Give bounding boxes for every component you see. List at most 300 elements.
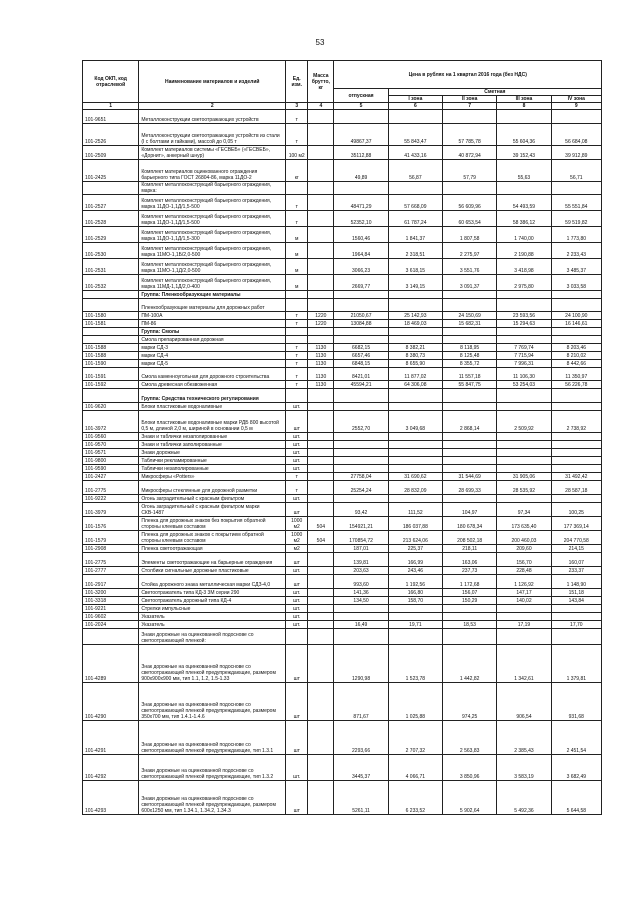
page-number: 53 bbox=[315, 38, 325, 47]
code-cell: 101-1588 bbox=[83, 344, 139, 352]
name-cell: Группа: Средства технического регулирования bbox=[139, 389, 286, 403]
otp-price-cell: 154921,21 bbox=[334, 517, 388, 531]
name-cell: Знак дорожные на оцинкованной подоснове со светоотражающей пленкой предупреждающие, размером 900х900х900 мм, тип 1.1, 1.2, 1.5-1.33 bbox=[139, 645, 286, 683]
zone-3-price-cell: 156,70 bbox=[497, 553, 551, 567]
otp-price-cell bbox=[334, 299, 388, 312]
unit-cell: м bbox=[286, 243, 308, 259]
zone-2-price-cell bbox=[443, 441, 497, 449]
zone-4-price-cell bbox=[551, 613, 601, 621]
code-cell: 101-9570 bbox=[83, 441, 139, 449]
table-row bbox=[83, 567, 602, 575]
price-table bbox=[82, 60, 602, 815]
code-cell: 101-4291 bbox=[83, 721, 139, 755]
mass-cell bbox=[308, 299, 334, 312]
table-row bbox=[83, 433, 602, 441]
code-cell: 101-9651 bbox=[83, 110, 139, 124]
code-cell: 101-9571 bbox=[83, 449, 139, 457]
otp-price-cell: 3445,37 bbox=[334, 755, 388, 781]
unit-cell bbox=[286, 336, 308, 344]
column-number: 6 bbox=[388, 103, 442, 110]
zone-3-price-cell bbox=[497, 403, 551, 411]
column-number: 3 bbox=[286, 103, 308, 110]
zone-2-price-cell bbox=[443, 605, 497, 613]
mass-cell: 1130 bbox=[308, 360, 334, 368]
unit-cell bbox=[286, 299, 308, 312]
table-row bbox=[83, 344, 602, 352]
zone-3-price-cell bbox=[497, 449, 551, 457]
unit-cell: м bbox=[286, 259, 308, 275]
zone-4-price-cell bbox=[551, 291, 601, 299]
zone-4-price-cell: 56 684,08 bbox=[551, 124, 601, 146]
zone-4-price-cell: 28 587,18 bbox=[551, 481, 601, 495]
otp-price-cell: 35112,88 bbox=[334, 146, 388, 160]
zone-2-price-cell: 1 807,58 bbox=[443, 227, 497, 243]
zone-1-price-cell bbox=[388, 291, 442, 299]
code-cell bbox=[83, 336, 139, 344]
unit-cell: м bbox=[286, 227, 308, 243]
code-cell: 101-2531 bbox=[83, 259, 139, 275]
zone-2-price-cell: 60 653,54 bbox=[443, 211, 497, 227]
zone-1-price-cell: 28 832,09 bbox=[388, 481, 442, 495]
zone-2-price-cell bbox=[443, 182, 497, 195]
otp-price-cell: 52352,10 bbox=[334, 211, 388, 227]
otp-price-cell: 6682,15 bbox=[334, 344, 388, 352]
unit-cell: шт. bbox=[286, 755, 308, 781]
name-cell: Комплект металлоконструкций барьерного ограждения, марка 11МО-1,1Б/2,0-500 bbox=[139, 243, 286, 259]
zone-1-price-cell: 8 380,73 bbox=[388, 352, 442, 360]
unit-col-header: Ед. изм. bbox=[286, 61, 308, 103]
zone-2-price-cell bbox=[443, 299, 497, 312]
table-row bbox=[83, 441, 602, 449]
code-cell: 101-2509 bbox=[83, 146, 139, 160]
mass-cell bbox=[308, 195, 334, 211]
name-cell: Комплект металлоконструкций барьерного ограждения, марка 11МД-1,1Д/2,0-400 bbox=[139, 275, 286, 291]
unit-cell: 100 м2 bbox=[286, 146, 308, 160]
otp-price-cell bbox=[334, 465, 388, 473]
unit-cell: шт. bbox=[286, 433, 308, 441]
code-cell: 101-3200 bbox=[83, 589, 139, 597]
zone-4-price-cell: 2 233,43 bbox=[551, 243, 601, 259]
unit-cell bbox=[286, 328, 308, 336]
zone-4-price-cell: 24 100,90 bbox=[551, 312, 601, 320]
name-cell: Указатель bbox=[139, 613, 286, 621]
otp-price-cell: 13084,88 bbox=[334, 320, 388, 328]
zone-2-price-cell bbox=[443, 613, 497, 621]
table-row bbox=[83, 275, 602, 291]
table-row bbox=[83, 110, 602, 124]
zone-3-price-cell: 7 715,94 bbox=[497, 352, 551, 360]
zone-3-price-cell bbox=[497, 441, 551, 449]
zone-3-price-cell: 3 583,19 bbox=[497, 755, 551, 781]
table-row bbox=[83, 597, 602, 605]
zone-3-price-cell: 54 493,59 bbox=[497, 195, 551, 211]
mass-cell bbox=[308, 481, 334, 495]
zone-3-price-cell bbox=[497, 605, 551, 613]
otp-price-cell bbox=[334, 457, 388, 465]
name-cell: ПМ-100А bbox=[139, 312, 286, 320]
unit-cell: шт. bbox=[286, 605, 308, 613]
zone-4-price-cell bbox=[551, 457, 601, 465]
zone-2-price-cell: 208 502,18 bbox=[443, 531, 497, 545]
otp-price-cell: 93,42 bbox=[334, 503, 388, 517]
unit-cell: шт. bbox=[286, 621, 308, 629]
zone-1-price-cell bbox=[388, 605, 442, 613]
zone-2-price-cell bbox=[443, 457, 497, 465]
code-cell: 101-2777 bbox=[83, 567, 139, 575]
otp-col-header: отпускная bbox=[334, 89, 388, 103]
zone-2-price-cell: 163,06 bbox=[443, 553, 497, 567]
unit-cell: т bbox=[286, 381, 308, 389]
otp-price-cell: 993,60 bbox=[334, 575, 388, 589]
otp-price-cell: 134,50 bbox=[334, 597, 388, 605]
column-number: 4 bbox=[308, 103, 334, 110]
code-cell: 101-1588 bbox=[83, 352, 139, 360]
name-cell: Огонь заградительный с красным фильтром марки СКВ-1487 bbox=[139, 503, 286, 517]
name-cell: Пленка для дорожных знаков с покрытием обратной стороны клеевым составом bbox=[139, 531, 286, 545]
code-cell: 101-1590 bbox=[83, 360, 139, 368]
table-row bbox=[83, 403, 602, 411]
zone-1-price-cell: 3 049,68 bbox=[388, 411, 442, 433]
name-cell: Металлоконструкции светоотражающих устройств bbox=[139, 110, 286, 124]
zone-4-price-cell bbox=[551, 441, 601, 449]
zone-3-price-cell bbox=[497, 629, 551, 645]
zone-4-price-cell: 233,37 bbox=[551, 567, 601, 575]
column-number: 5 bbox=[334, 103, 388, 110]
zone-1-price-cell: 19,71 bbox=[388, 621, 442, 629]
mass-cell: 504 bbox=[308, 517, 334, 531]
zone-4-price-cell: 204 770,58 bbox=[551, 531, 601, 545]
zone-1-price-cell: 166,80 bbox=[388, 589, 442, 597]
table-row bbox=[83, 605, 602, 613]
zone-1-price-cell: 55 843,47 bbox=[388, 124, 442, 146]
code-cell: 101-2427 bbox=[83, 473, 139, 481]
zone-3-price-cell: 28 535,92 bbox=[497, 481, 551, 495]
zone-1-price-cell: 111,52 bbox=[388, 503, 442, 517]
mass-cell bbox=[308, 449, 334, 457]
zone-1-price-cell: 1 025,88 bbox=[388, 683, 442, 721]
code-cell: 101-4289 bbox=[83, 645, 139, 683]
unit-cell: шт. bbox=[286, 441, 308, 449]
zone-2-price-cell: 218,11 bbox=[443, 545, 497, 553]
zone-1-price-cell bbox=[388, 457, 442, 465]
mass-cell: 1130 bbox=[308, 368, 334, 381]
mass-cell bbox=[308, 781, 334, 815]
zone-4-price-cell: 214,15 bbox=[551, 545, 601, 553]
table-row bbox=[83, 545, 602, 553]
zone-4-price-cell: 177 369,14 bbox=[551, 517, 601, 531]
table-row bbox=[83, 411, 602, 433]
zone-3-header: III зона bbox=[497, 96, 551, 103]
mass-cell bbox=[308, 403, 334, 411]
zone-1-price-cell bbox=[388, 328, 442, 336]
zone-2-price-cell: 1 172,68 bbox=[443, 575, 497, 589]
otp-price-cell bbox=[334, 182, 388, 195]
mass-cell bbox=[308, 146, 334, 160]
zone-2-price-cell: 104,97 bbox=[443, 503, 497, 517]
table-row bbox=[83, 299, 602, 312]
table-row bbox=[83, 457, 602, 465]
name-cell: Стрелки импульсные bbox=[139, 605, 286, 613]
otp-price-cell bbox=[334, 389, 388, 403]
zone-1-price-cell: 166,99 bbox=[388, 553, 442, 567]
zone-3-price-cell bbox=[497, 110, 551, 124]
zone-1-price-cell: 31 690,62 bbox=[388, 473, 442, 481]
code-cell: 101-9602 bbox=[83, 613, 139, 621]
zone-1-price-cell bbox=[388, 403, 442, 411]
name-cell: Знаки дорожные на оцинкованной подоснове со светоотражающей пленкой предупреждающие, тип 1.3.2 bbox=[139, 755, 286, 781]
zone-4-price-cell: 1 148,90 bbox=[551, 575, 601, 589]
name-cell: Микросферы «Potters» bbox=[139, 473, 286, 481]
name-cell: Блоки пластиковые водоналивные bbox=[139, 403, 286, 411]
zone-1-price-cell: 243,46 bbox=[388, 567, 442, 575]
mass-cell bbox=[308, 575, 334, 589]
zone-3-price-cell: 7 996,31 bbox=[497, 360, 551, 368]
name-cell: Огонь заградительный с красным фильтром bbox=[139, 495, 286, 503]
zone-1-price-cell bbox=[388, 465, 442, 473]
zone-3-price-cell: 31 905,06 bbox=[497, 473, 551, 481]
unit-cell bbox=[286, 291, 308, 299]
zone-4-price-cell: 8 203,46 bbox=[551, 344, 601, 352]
mass-cell: 504 bbox=[308, 531, 334, 545]
otp-price-cell: 170854,72 bbox=[334, 531, 388, 545]
table-row bbox=[83, 160, 602, 182]
mass-cell bbox=[308, 328, 334, 336]
mass-cell bbox=[308, 227, 334, 243]
table-row bbox=[83, 683, 602, 721]
code-cell: 101-2024 bbox=[83, 621, 139, 629]
zone-4-price-cell bbox=[551, 403, 601, 411]
zone-1-price-cell: 1 841,37 bbox=[388, 227, 442, 243]
name-cell: марки СД-3 bbox=[139, 344, 286, 352]
zone-2-price-cell bbox=[443, 291, 497, 299]
name-cell: Таблички незаполированные bbox=[139, 465, 286, 473]
table-row bbox=[83, 503, 602, 517]
zone-1-price-cell: 8 655,90 bbox=[388, 360, 442, 368]
mass-cell bbox=[308, 589, 334, 597]
otp-price-cell: 139,81 bbox=[334, 553, 388, 567]
code-cell: 101-2532 bbox=[83, 275, 139, 291]
zone-2-price-cell: 31 544,69 bbox=[443, 473, 497, 481]
zone-1-price-cell: 2 707,32 bbox=[388, 721, 442, 755]
unit-cell bbox=[286, 182, 308, 195]
zone-2-price-cell bbox=[443, 449, 497, 457]
table-row bbox=[83, 645, 602, 683]
name-cell: Микросферы стеклянные для дорожной разметки bbox=[139, 481, 286, 495]
table-row bbox=[83, 589, 602, 597]
mass-cell bbox=[308, 473, 334, 481]
code-col-header: Код ОКП, код отраслевой bbox=[83, 61, 139, 103]
table-row bbox=[83, 211, 602, 227]
unit-cell bbox=[286, 629, 308, 645]
zone-2-price-cell: 8 118,95 bbox=[443, 344, 497, 352]
zone-1-price-cell: 3 618,15 bbox=[388, 259, 442, 275]
mass-cell bbox=[308, 755, 334, 781]
otp-price-cell: 45594,21 bbox=[334, 381, 388, 389]
otp-price-cell: 16,49 bbox=[334, 621, 388, 629]
otp-price-cell bbox=[334, 291, 388, 299]
zone-1-price-cell bbox=[388, 613, 442, 621]
zone-1-price-cell: 6 233,52 bbox=[388, 781, 442, 815]
code-cell: 101-2526 bbox=[83, 124, 139, 146]
code-cell: 101-4293 bbox=[83, 781, 139, 815]
table-row bbox=[83, 575, 602, 589]
zone-1-price-cell: 1 192,56 bbox=[388, 575, 442, 589]
zone-2-price-cell bbox=[443, 110, 497, 124]
table-row bbox=[83, 352, 602, 360]
zone-2-price-cell: 1 442,82 bbox=[443, 645, 497, 683]
table-row bbox=[83, 755, 602, 781]
zone-3-price-cell bbox=[497, 613, 551, 621]
table-row bbox=[83, 243, 602, 259]
mass-cell bbox=[308, 433, 334, 441]
unit-cell: шт. bbox=[286, 597, 308, 605]
zone-4-price-cell: 160,07 bbox=[551, 553, 601, 567]
zone-1-price-cell: 41 433,16 bbox=[388, 146, 442, 160]
otp-price-cell: 1560,46 bbox=[334, 227, 388, 243]
otp-price-cell bbox=[334, 449, 388, 457]
zone-3-price-cell: 1 342,61 bbox=[497, 645, 551, 683]
name-cell: Комплект металлоконструкций барьерного ограждения, марка 11ДО-1,1Д/1,5-500 bbox=[139, 195, 286, 211]
table-row bbox=[83, 320, 602, 328]
name-cell: Светоотражатель дорожный типа КД-4 bbox=[139, 597, 286, 605]
unit-cell: шт bbox=[286, 575, 308, 589]
otp-price-cell bbox=[334, 328, 388, 336]
zone-2-price-cell bbox=[443, 403, 497, 411]
mass-cell: 1130 bbox=[308, 381, 334, 389]
zone-3-price-cell: 173 635,40 bbox=[497, 517, 551, 531]
zone-3-price-cell: 3 418,98 bbox=[497, 259, 551, 275]
name-cell: Указатель bbox=[139, 621, 286, 629]
table-row bbox=[83, 613, 602, 621]
zone-3-price-cell: 1 740,00 bbox=[497, 227, 551, 243]
zone-4-price-cell: 3 033,58 bbox=[551, 275, 601, 291]
zone-4-price-cell: 2 451,54 bbox=[551, 721, 601, 755]
mass-cell bbox=[308, 291, 334, 299]
otp-price-cell: 871,67 bbox=[334, 683, 388, 721]
zone-4-price-cell bbox=[551, 110, 601, 124]
code-cell: 101-9590 bbox=[83, 465, 139, 473]
table-row bbox=[83, 336, 602, 344]
mass-cell bbox=[308, 553, 334, 567]
zone-2-price-cell: 156,07 bbox=[443, 589, 497, 597]
mass-cell: 1130 bbox=[308, 344, 334, 352]
code-cell: 101-2917 bbox=[83, 575, 139, 589]
zone-3-price-cell bbox=[497, 495, 551, 503]
column-number: 9 bbox=[551, 103, 601, 110]
zone-2-price-cell: 3 551,76 bbox=[443, 259, 497, 275]
table-row bbox=[83, 721, 602, 755]
mass-cell bbox=[308, 124, 334, 146]
unit-cell: т bbox=[286, 124, 308, 146]
column-number: 2 bbox=[139, 103, 286, 110]
unit-cell: т bbox=[286, 473, 308, 481]
code-cell: 101-2775 bbox=[83, 481, 139, 495]
name-cell: Знак дорожные на оцинкованной подоснове со светоотражающей пленкой предупреждающие, размером 350х700 мм, тип 1.4.1-1.4.6 bbox=[139, 683, 286, 721]
unit-cell: 1000 м2 bbox=[286, 517, 308, 531]
zone-3-price-cell bbox=[497, 299, 551, 312]
code-cell: 101-2528 bbox=[83, 211, 139, 227]
name-cell: Стойка дорожного знака металлическая марки СДЗ-4,0 bbox=[139, 575, 286, 589]
unit-cell: т bbox=[286, 360, 308, 368]
zone-4-price-cell: 11 350,97 bbox=[551, 368, 601, 381]
code-cell: 101-9620 bbox=[83, 403, 139, 411]
column-number-row bbox=[83, 103, 602, 110]
mass-cell bbox=[308, 275, 334, 291]
name-cell: Комплект материалов оцинкованного ограждения барьерного типа ГОСТ 26804-86, марка 11ДО-2 bbox=[139, 160, 286, 182]
zone-2-price-cell: 8 355,72 bbox=[443, 360, 497, 368]
zone-4-price-cell: 1 773,80 bbox=[551, 227, 601, 243]
zone-4-price-cell bbox=[551, 433, 601, 441]
otp-price-cell: 27758,04 bbox=[334, 473, 388, 481]
zone-3-price-cell bbox=[497, 433, 551, 441]
zone-3-price-cell: 39 152,43 bbox=[497, 146, 551, 160]
name-cell: Пленкообразующие материалы для дорожных работ bbox=[139, 299, 286, 312]
unit-cell: т bbox=[286, 110, 308, 124]
zone-2-price-cell bbox=[443, 433, 497, 441]
otp-price-cell: 203,63 bbox=[334, 567, 388, 575]
name-cell: Комплект металлоконструкций барьерного ограждения, марка 11ДО-1,1Д/1,5-300 bbox=[139, 227, 286, 243]
mass-cell bbox=[308, 259, 334, 275]
table-row bbox=[83, 389, 602, 403]
zone-2-price-cell: 150,29 bbox=[443, 597, 497, 605]
code-cell: 101-9800 bbox=[83, 457, 139, 465]
table-row bbox=[83, 465, 602, 473]
name-cell: Пленка светоотражающая bbox=[139, 545, 286, 553]
otp-price-cell bbox=[334, 605, 388, 613]
name-cell: Блоки пластиковые водоналивные марки РДБ 800 высотой 0,5 м, длиной 2,0 м, шириной в основании 0,5 м bbox=[139, 411, 286, 433]
code-cell bbox=[83, 182, 139, 195]
code-cell: 101-2529 bbox=[83, 227, 139, 243]
zone-4-price-cell bbox=[551, 336, 601, 344]
zone-1-price-cell bbox=[388, 336, 442, 344]
otp-price-cell bbox=[334, 403, 388, 411]
name-cell: Группа: Смолы bbox=[139, 328, 286, 336]
mass-cell bbox=[308, 110, 334, 124]
code-cell: 101-9222 bbox=[83, 495, 139, 503]
mass-cell bbox=[308, 605, 334, 613]
mass-cell bbox=[308, 645, 334, 683]
name-cell: Знаки дорожные на оцинкованной подоснове со светоотражающей пленкой: bbox=[139, 629, 286, 645]
name-col-header: Наименование материалов и изделий bbox=[139, 61, 286, 103]
name-cell: Смола древесная обезвоженная bbox=[139, 381, 286, 389]
otp-price-cell: 2552,70 bbox=[334, 411, 388, 433]
name-cell: марки СД-5 bbox=[139, 360, 286, 368]
zone-1-price-cell: 186 037,88 bbox=[388, 517, 442, 531]
zone-4-price-cell bbox=[551, 495, 601, 503]
unit-cell: м bbox=[286, 275, 308, 291]
mass-cell bbox=[308, 465, 334, 473]
zone-4-header: IV зона bbox=[551, 96, 601, 103]
zone-2-price-cell: 11 557,18 bbox=[443, 368, 497, 381]
zone-4-price-cell: 17,70 bbox=[551, 621, 601, 629]
zone-2-price-cell: 8 125,48 bbox=[443, 352, 497, 360]
unit-cell: кг bbox=[286, 160, 308, 182]
name-cell: Металлоконструкции светоотражающих устройств из стали (I с болтами и гайками), массой до 0,05 т bbox=[139, 124, 286, 146]
mass-cell: 1220 bbox=[308, 320, 334, 328]
zone-3-price-cell bbox=[497, 389, 551, 403]
zone-4-price-cell: 143,84 bbox=[551, 597, 601, 605]
zone-3-price-cell: 7 769,74 bbox=[497, 344, 551, 352]
mass-cell bbox=[308, 621, 334, 629]
zone-2-price-cell: 3 850,96 bbox=[443, 755, 497, 781]
zone-1-price-cell bbox=[388, 629, 442, 645]
mass-col-header: Масса брутто, кг bbox=[308, 61, 334, 103]
zone-1-price-cell: 18 469,03 bbox=[388, 320, 442, 328]
name-cell: Смола препарированная дорожная bbox=[139, 336, 286, 344]
otp-price-cell: 6848,15 bbox=[334, 360, 388, 368]
code-cell: 101-1579 bbox=[83, 531, 139, 545]
name-cell: Знаки дорожные bbox=[139, 449, 286, 457]
